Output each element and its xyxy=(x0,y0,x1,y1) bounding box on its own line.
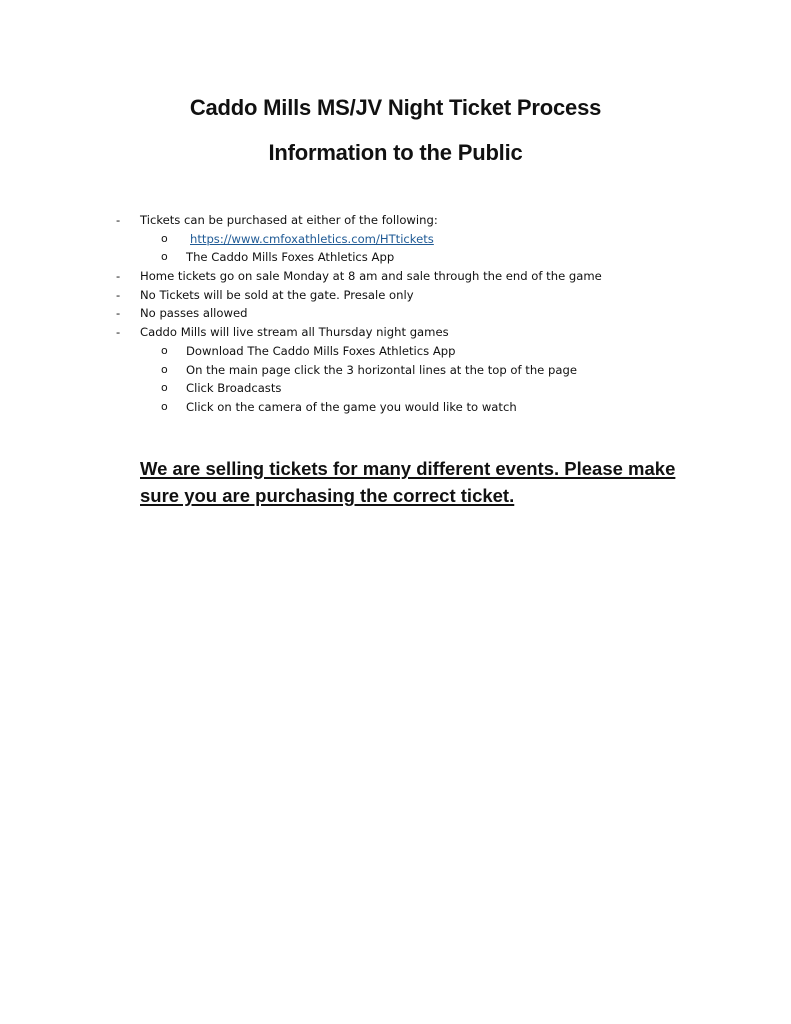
ticket-notice: We are selling tickets for many different events. Please make sure you are purchasing the correct ticket. xyxy=(140,458,676,506)
sub-item-download-app xyxy=(0,342,791,361)
info-bullet-list xyxy=(0,211,791,417)
circle-bullet-icon: o xyxy=(161,399,168,413)
list-item-text: The Caddo Mills Foxes Athletics App xyxy=(186,250,395,265)
sub-item-app xyxy=(0,248,791,267)
list-item-text: No Tickets will be sold at the gate. Presale only xyxy=(140,287,414,302)
list-item-text: Download The Caddo Mills Foxes Athletics App xyxy=(186,343,456,358)
list-item-text: Home tickets go on sale Monday at 8 am and sale through the end of the game xyxy=(140,269,602,284)
ticket-link[interactable]: https://www.cmfoxathletics.com/HTtickets xyxy=(190,231,434,246)
sub-item-broadcasts xyxy=(0,379,791,398)
list-item-live-stream xyxy=(0,323,791,342)
page-title: Caddo Mills MS/JV Night Ticket Process xyxy=(189,95,602,120)
list-item-text: Tickets can be purchased at either of the following: xyxy=(140,213,438,227)
list-item-passes xyxy=(0,304,791,323)
sub-item-ticket-link xyxy=(0,230,791,249)
sub-item-camera xyxy=(0,398,791,417)
list-item-text: Caddo Mills will live stream all Thursday night games xyxy=(140,325,449,340)
dash-bullet-icon: - xyxy=(116,287,121,302)
list-item-text: No passes allowed xyxy=(140,306,248,321)
list-item-text: Click Broadcasts xyxy=(186,381,282,396)
circle-bullet-icon: o xyxy=(161,231,168,245)
list-item-presale xyxy=(0,286,791,305)
page-subtitle: Information to the Public xyxy=(268,140,523,165)
dash-bullet-icon: - xyxy=(116,213,121,227)
circle-bullet-icon: o xyxy=(161,362,168,376)
list-item-sale-time xyxy=(0,267,791,286)
dash-bullet-icon: - xyxy=(116,269,121,284)
dash-bullet-icon: - xyxy=(116,325,121,340)
circle-bullet-icon: o xyxy=(161,381,168,395)
sub-item-main-page xyxy=(0,361,791,380)
dash-bullet-icon: - xyxy=(116,306,121,321)
list-item-text: Click on the camera of the game you would like to watch xyxy=(186,399,517,414)
circle-bullet-icon: o xyxy=(161,343,168,357)
list-item-purchase xyxy=(0,211,791,230)
list-item-text: On the main page click the 3 horizontal lines at the top of the page xyxy=(186,362,577,377)
circle-bullet-icon: o xyxy=(161,250,168,264)
